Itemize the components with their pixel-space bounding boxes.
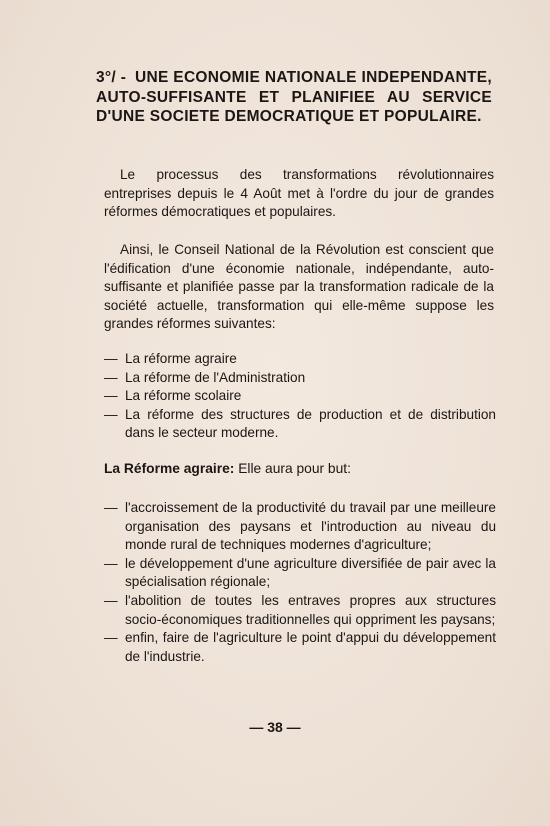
list-item-text: La réforme agraire [125,351,237,366]
list-item [104,387,496,406]
list-item-text: La réforme des structures de production et de distribution dans le secteur moderne. [125,406,496,441]
list-item-text: La réforme scolaire [125,388,242,404]
list-item [104,555,496,592]
subheading-rest: Elle aura pour but: [238,461,351,476]
paragraph-conseil: Ainsi, le Conseil National de la Révolution est conscient que l'édification d'une économie nationale, indépendante, auto-suffisante et planifiée passe par la transformation radicale de la société actuelle, transformation qui elle-même suppose les grandes réformes suivantes: [104,242,494,332]
subheading-reforme-agraire [104,460,351,479]
list-dash: — [104,369,118,385]
list-item-text: La réforme de l'Administration [125,369,306,385]
list-dash: — [104,592,118,608]
list-item-text: enfin, faire de l'agriculture le point d'appui du développement de l'industrie. [125,630,496,664]
list-item [104,629,496,666]
list-item [104,369,496,388]
goals-list [104,499,496,666]
list-dash: — [104,500,118,515]
section-heading [96,68,492,127]
paragraph-intro: Le processus des transformations révolutionnaires entreprises depuis le 4 Août met à l'ordre du jour de grandes réformes démocratiques et populaires. [104,167,494,220]
list-dash: — [104,406,118,422]
list-dash: — [104,351,118,366]
list-item-text: l'abolition de toutes les entraves propres aux structures socio-économiques traditionnelles qui oppriment les paysans; [125,592,496,627]
subheading-bold: La Réforme agraire: [104,461,235,476]
list-dash: — [104,630,118,646]
reform-list [104,350,496,443]
list-dash: — [104,555,118,571]
list-dash: — [104,388,118,404]
list-item [104,592,496,629]
page-number: — 38 — [249,719,301,735]
list-item [104,406,496,443]
list-item [104,499,496,555]
section-title: UNE ECONOMIE NATIONALE INDEPENDANTE, AUTO-SUFFISANTE ET PLANIFIEE AU SERVICE D'UNE SOCIETE DEMOCRATIQUE ET POPULAIRE. [96,69,493,125]
list-item [104,350,496,369]
list-item-text: l'accroissement de la productivité du travail par une meilleure organisation des paysans et l'introduction au niveau du monde rural de techniques modernes d'agriculture; [125,500,496,553]
section-number: 3°/ - [96,69,127,86]
list-item-text: le développement d'une agriculture diversifiée de pair avec la spécialisation régionale; [125,555,496,590]
